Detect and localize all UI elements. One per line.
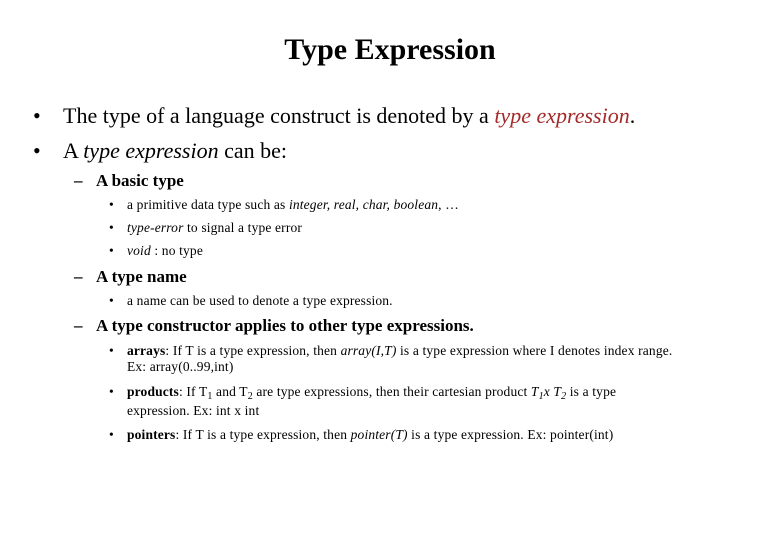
dash-marker: –	[74, 171, 83, 190]
bullet-text: The type of a language construct is denoted by a type expression.	[63, 103, 636, 128]
dot-marker: •	[109, 243, 114, 258]
bullet-marker: •	[33, 138, 41, 163]
dash-marker: –	[74, 316, 83, 335]
dot-marker: •	[109, 427, 114, 442]
bullet-marker: •	[33, 103, 41, 128]
dot-marker: •	[109, 343, 114, 358]
dash-marker: –	[74, 267, 83, 286]
dot-marker: •	[109, 220, 114, 235]
bullet-text: A type expression can be:	[63, 138, 288, 163]
dot-marker: •	[109, 197, 114, 212]
dot-marker: •	[109, 384, 114, 399]
slide-title: Type Expression	[284, 33, 496, 66]
dot-marker: •	[109, 293, 114, 308]
